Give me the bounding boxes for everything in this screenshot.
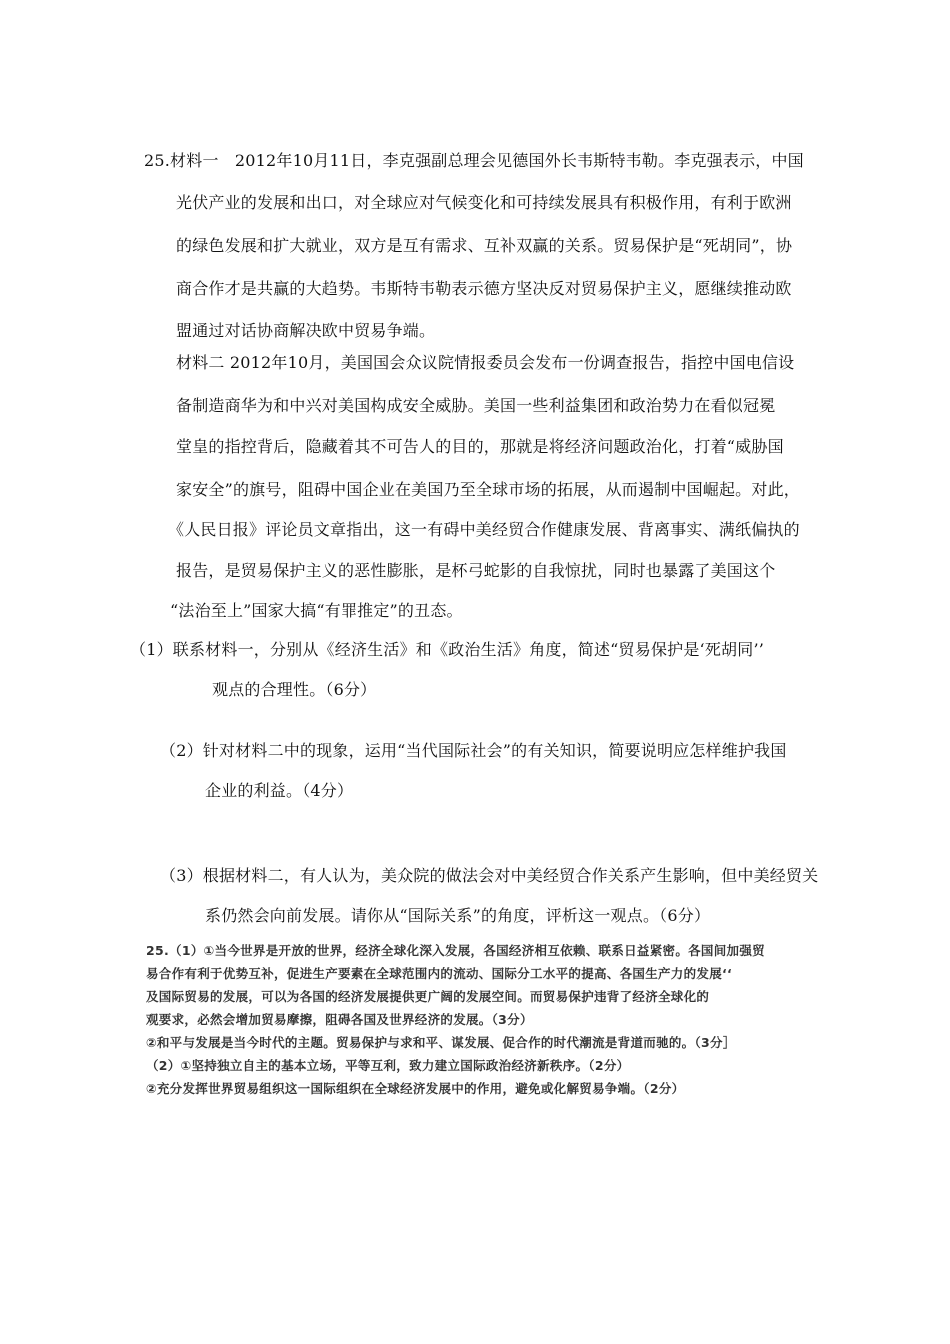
material-two-line-1: 材料二 2012年10月，美国国会众议院情报委员会发布一份调查报告，指控中国电信设 — [176, 353, 795, 372]
material-two-line-5: 《人民日报》评论员文章指出，这一有碍中美经贸合作健康发展、背离事实、满纸偏执的 — [168, 520, 800, 539]
material-two-line-7: “法治至上”国家大搞“有罪推定”的丑态。 — [170, 601, 463, 620]
question-1-line-2: 观点的合理性。（6分） — [212, 680, 377, 699]
material-one-line-5: 盟通过对话协商解决欧中贸易争端。 — [176, 321, 436, 340]
question-1-line-1: （1）联系材料一，分别从《经济生活》和《政治生活》角度，简述“贸易保护是‘死胡同’’ — [130, 640, 765, 659]
material-two-line-4: 家安全”的旗号，阻碍中国企业在美国乃至全球市场的拓展，从而遏制中国崛起。对此， — [176, 480, 800, 499]
answer-line-4: 观要求，必然会增加贸易摩擦，阻碍各国及世界经济的发展。（3分） — [146, 1012, 533, 1027]
answer-line-5: ②和平与发展是当今时代的主题。贸易保护与求和平、谋发展、促合作的时代潮流是背道而驰的。（3分］ — [146, 1035, 736, 1050]
material-one-line-3: 的绿色发展和扩大就业，双方是互有需求、互补双赢的关系。贸易保护是“死胡同”，协 — [176, 236, 793, 255]
material-one-line-1: 25.材料一 2012年10月11日，李克强副总理会见德国外长韦斯特韦勒。李克强表示，中国 — [144, 151, 804, 170]
material-two-line-3: 堂皇的指控背后，隐藏着其不可告人的目的，那就是将经济问题政治化，打着“威胁国 — [176, 437, 784, 456]
answer-line-7: ②充分发挥世界贸易组织这一国际组织在全球经济发展中的作用，避免或化解贸易争端。（2分） — [146, 1081, 685, 1096]
material-one-line-2: 光伏产业的发展和出口，对全球应对气候变化和可持续发展具有积极作用，有利于欧洲 — [176, 193, 792, 212]
question-2-line-1: （2）针对材料二中的现象，运用“当代国际社会”的有关知识，简要说明应怎样维护我国 — [160, 741, 787, 760]
question-3-line-2: 系仍然会向前发展。请你从“国际关系”的角度，评析这一观点。（6分） — [205, 906, 711, 925]
question-3-line-1: （3）根据材料二，有人认为，美众院的做法会对中美经贸合作关系产生影响，但中美经贸关 — [160, 866, 819, 885]
answer-line-1: 25.（1）①当今世界是开放的世界，经济全球化深入发展，各国经济相互依赖、联系日益紧密。各国间加强贸 — [146, 943, 765, 958]
answer-line-6: （2）①坚持独立自主的基本立场，平等互利，致力建立国际政治经济新秩序。（2分） — [146, 1058, 630, 1073]
material-two-line-6: 报告，是贸易保护主义的恶性膨胀，是杯弓蛇影的自我惊扰，同时也暴露了美国这个 — [176, 561, 776, 580]
answer-line-3: 及国际贸易的发展，可以为各国的经济发展提供更广阔的发展空间。而贸易保护违背了经济全球化的 — [146, 989, 710, 1004]
material-one-line-4: 商合作才是共赢的大趋势。韦斯特韦勒表示德方坚决反对贸易保护主义，愿继续推动欧 — [176, 279, 792, 298]
question-2-line-2: 企业的利益。（4分） — [205, 781, 354, 800]
material-two-line-2: 备制造商华为和中兴对美国构成安全威胁。美国一些利益集团和政治势力在看似冠冕 — [176, 396, 776, 415]
answer-line-2: 易合作有利于优势互补，促进生产要素在全球范围内的流动、国际分工水平的提高、各国生产力的发展‘‘ — [146, 966, 733, 981]
